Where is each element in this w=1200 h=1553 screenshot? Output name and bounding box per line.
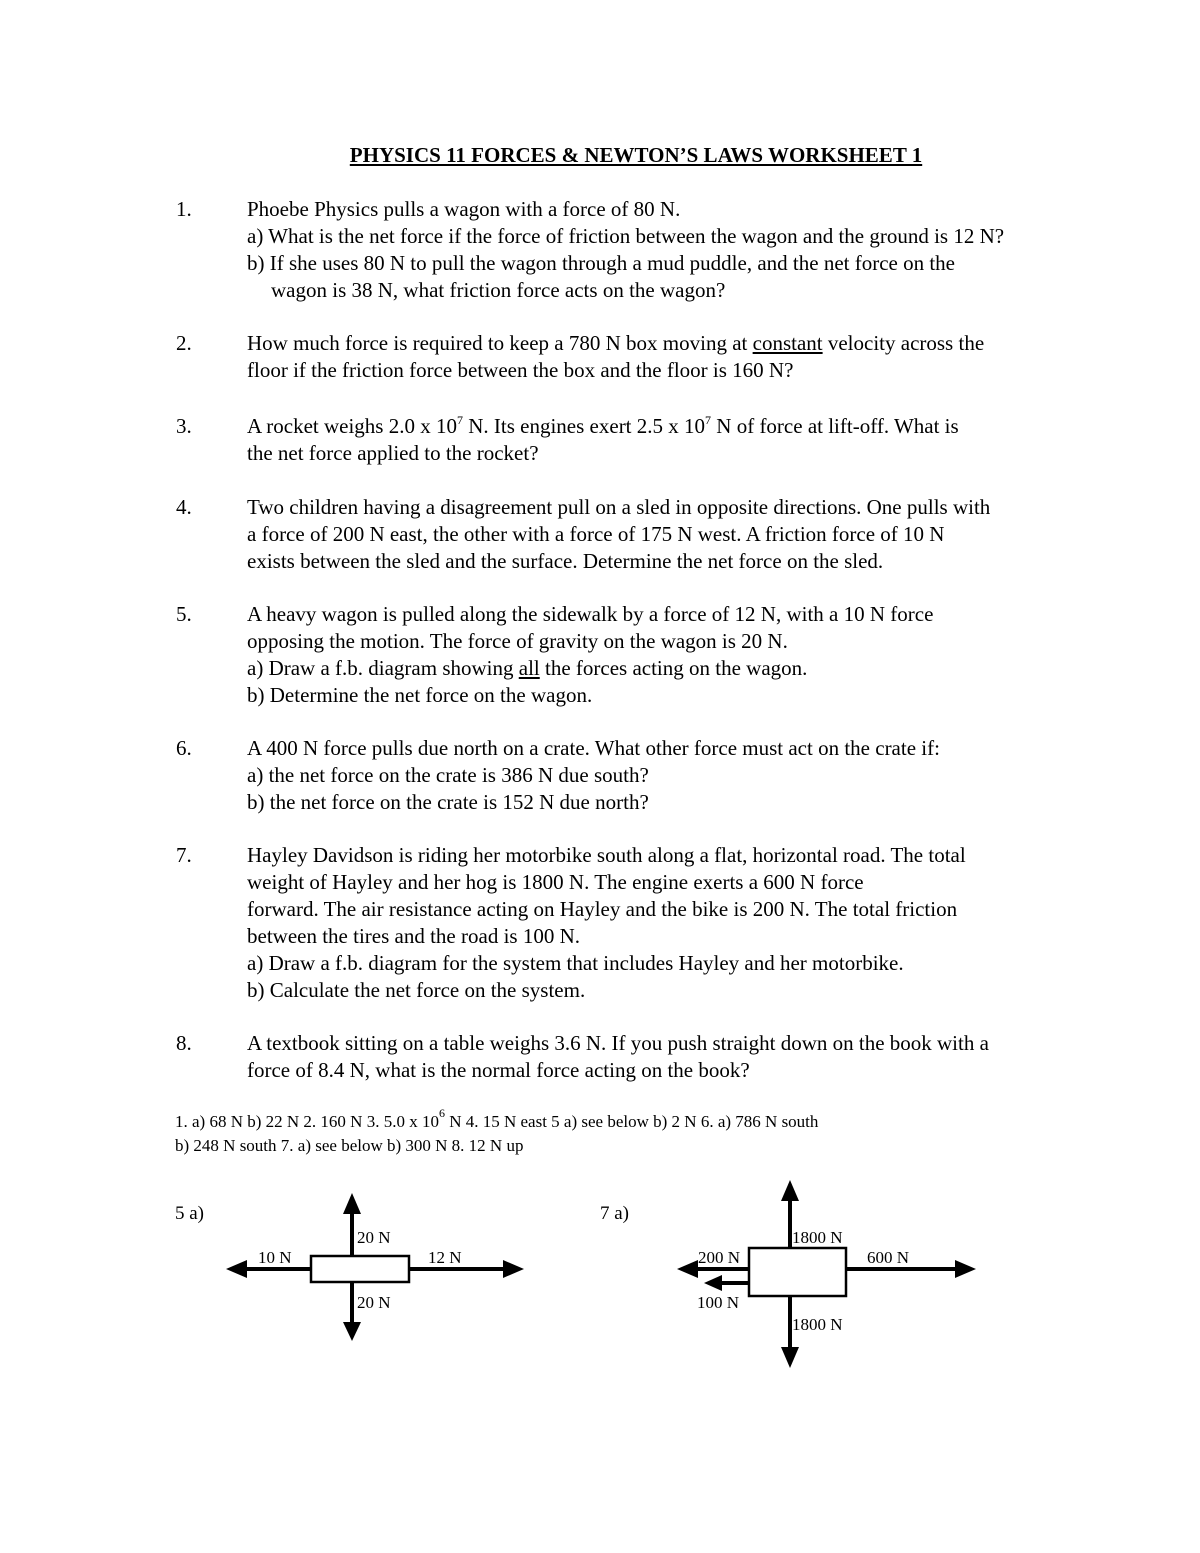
question-number: 5. xyxy=(176,602,192,626)
question-line: between the tires and the road is 100 N. xyxy=(247,924,580,948)
answer-key-line-2: b) 248 N south 7. a) see below b) 300 N 8. 12 N up xyxy=(175,1136,524,1155)
question-number: 8. xyxy=(176,1031,192,1055)
force-label-up: 20 N xyxy=(357,1228,391,1247)
question-line: a force of 200 N east, the other with a force of 175 N west. A friction force of 10 N xyxy=(247,522,945,546)
text-span: How much force is required to keep a 780 N box moving at xyxy=(247,331,753,355)
arrow-down-icon xyxy=(781,1347,799,1368)
text-span: the forces acting on the wagon. xyxy=(539,656,808,680)
arrow-left-icon xyxy=(677,1260,698,1278)
question-line: exists between the sled and the surface. Determine the net force on the sled. xyxy=(247,549,884,573)
question-line: A textbook sitting on a table weighs 3.6 N. If you push straight down on the book with a xyxy=(247,1031,989,1055)
question-number: 3. xyxy=(176,414,192,438)
question-line: A 400 N force pulls due north on a crate. What other force must act on the crate if: xyxy=(247,736,940,760)
force-label-left-friction: 100 N xyxy=(697,1293,740,1312)
force-label-right: 600 N xyxy=(867,1248,910,1267)
force-label-left: 10 N xyxy=(258,1248,292,1267)
diagram-7-label: 7 a) xyxy=(600,1203,630,1224)
question-line: b) the net force on the crate is 152 N due north? xyxy=(247,790,649,814)
question-number: 7. xyxy=(176,843,192,867)
text-span: velocity across the xyxy=(822,331,985,355)
worksheet-title: PHYSICS 11 FORCES & NEWTON’S LAWS WORKSHEET 1 xyxy=(349,143,923,167)
question-line: floor if the friction force between the box and the floor is 160 N? xyxy=(247,358,794,382)
text-span: 1. a) 68 N b) 22 N 2. 160 N 3. 5.0 x 10 xyxy=(175,1112,439,1131)
question-line: a) the net force on the crate is 386 N due south? xyxy=(247,763,649,787)
question-line: wagon is 38 N, what friction force acts on the wagon? xyxy=(271,278,726,302)
question-line: forward. The air resistance acting on Hayley and the bike is 200 N. The total friction xyxy=(247,897,958,921)
exponent: 7 xyxy=(705,413,712,427)
question-line: weight of Hayley and her hog is 1800 N. The engine exerts a 600 N force xyxy=(247,870,864,894)
question-line: opposing the motion. The force of gravity on the wagon is 20 N. xyxy=(247,629,788,653)
exponent: 7 xyxy=(456,413,463,427)
question-line: Hayley Davidson is riding her motorbike south along a flat, horizontal road. The total xyxy=(247,843,966,867)
question-line: the net force applied to the rocket? xyxy=(247,441,539,465)
force-label-down: 1800 N xyxy=(792,1315,843,1334)
arrow-up-icon xyxy=(781,1180,799,1201)
text-span: N. Its engines exert 2.5 x 10 xyxy=(462,414,706,438)
question-line: b) Determine the net force on the wagon. xyxy=(247,683,593,707)
question-number: 4. xyxy=(176,495,192,519)
motorbike-box xyxy=(749,1248,846,1296)
question-line: Two children having a disagreement pull on a sled in opposite directions. One pulls with xyxy=(247,495,991,519)
question-number: 6. xyxy=(176,736,192,760)
force-label-up: 1800 N xyxy=(792,1228,843,1247)
question-line: a) What is the net force if the force of friction between the wagon and the ground is 12 N? xyxy=(247,224,1005,248)
question-number: 1. xyxy=(176,197,192,221)
question-line: Phoebe Physics pulls a wagon with a force of 80 N. xyxy=(247,197,681,221)
underlined-word: all xyxy=(518,656,540,680)
force-label-left-air: 200 N xyxy=(698,1248,741,1267)
arrow-left-icon xyxy=(704,1275,722,1291)
question-number: 2. xyxy=(176,331,192,355)
force-label-down: 20 N xyxy=(357,1293,391,1312)
text-span: a) Draw a f.b. diagram showing xyxy=(247,656,519,680)
text-span: N 4. 15 N east 5 a) see below b) 2 N 6. a) 786 N south xyxy=(444,1112,819,1131)
arrow-right-icon xyxy=(955,1260,976,1278)
text-span: A rocket weighs 2.0 x 10 xyxy=(247,414,457,438)
question-line: a) Draw a f.b. diagram for the system that includes Hayley and her motorbike. xyxy=(247,951,904,975)
underlined-word: constant xyxy=(752,331,823,355)
exponent: 6 xyxy=(438,1106,445,1120)
question-line: A heavy wagon is pulled along the sidewalk by a force of 12 N, with a 10 N force xyxy=(247,602,934,626)
question-line: b) Calculate the net force on the system. xyxy=(247,978,586,1002)
question-line: force of 8.4 N, what is the normal force acting on the book? xyxy=(247,1058,750,1082)
question-line: b) If she uses 80 N to pull the wagon through a mud puddle, and the net force on the xyxy=(247,251,956,275)
text-span: N of force at lift-off. What is xyxy=(711,414,959,438)
force-label-right: 12 N xyxy=(428,1248,462,1267)
diagram-5-label: 5 a) xyxy=(175,1203,205,1224)
